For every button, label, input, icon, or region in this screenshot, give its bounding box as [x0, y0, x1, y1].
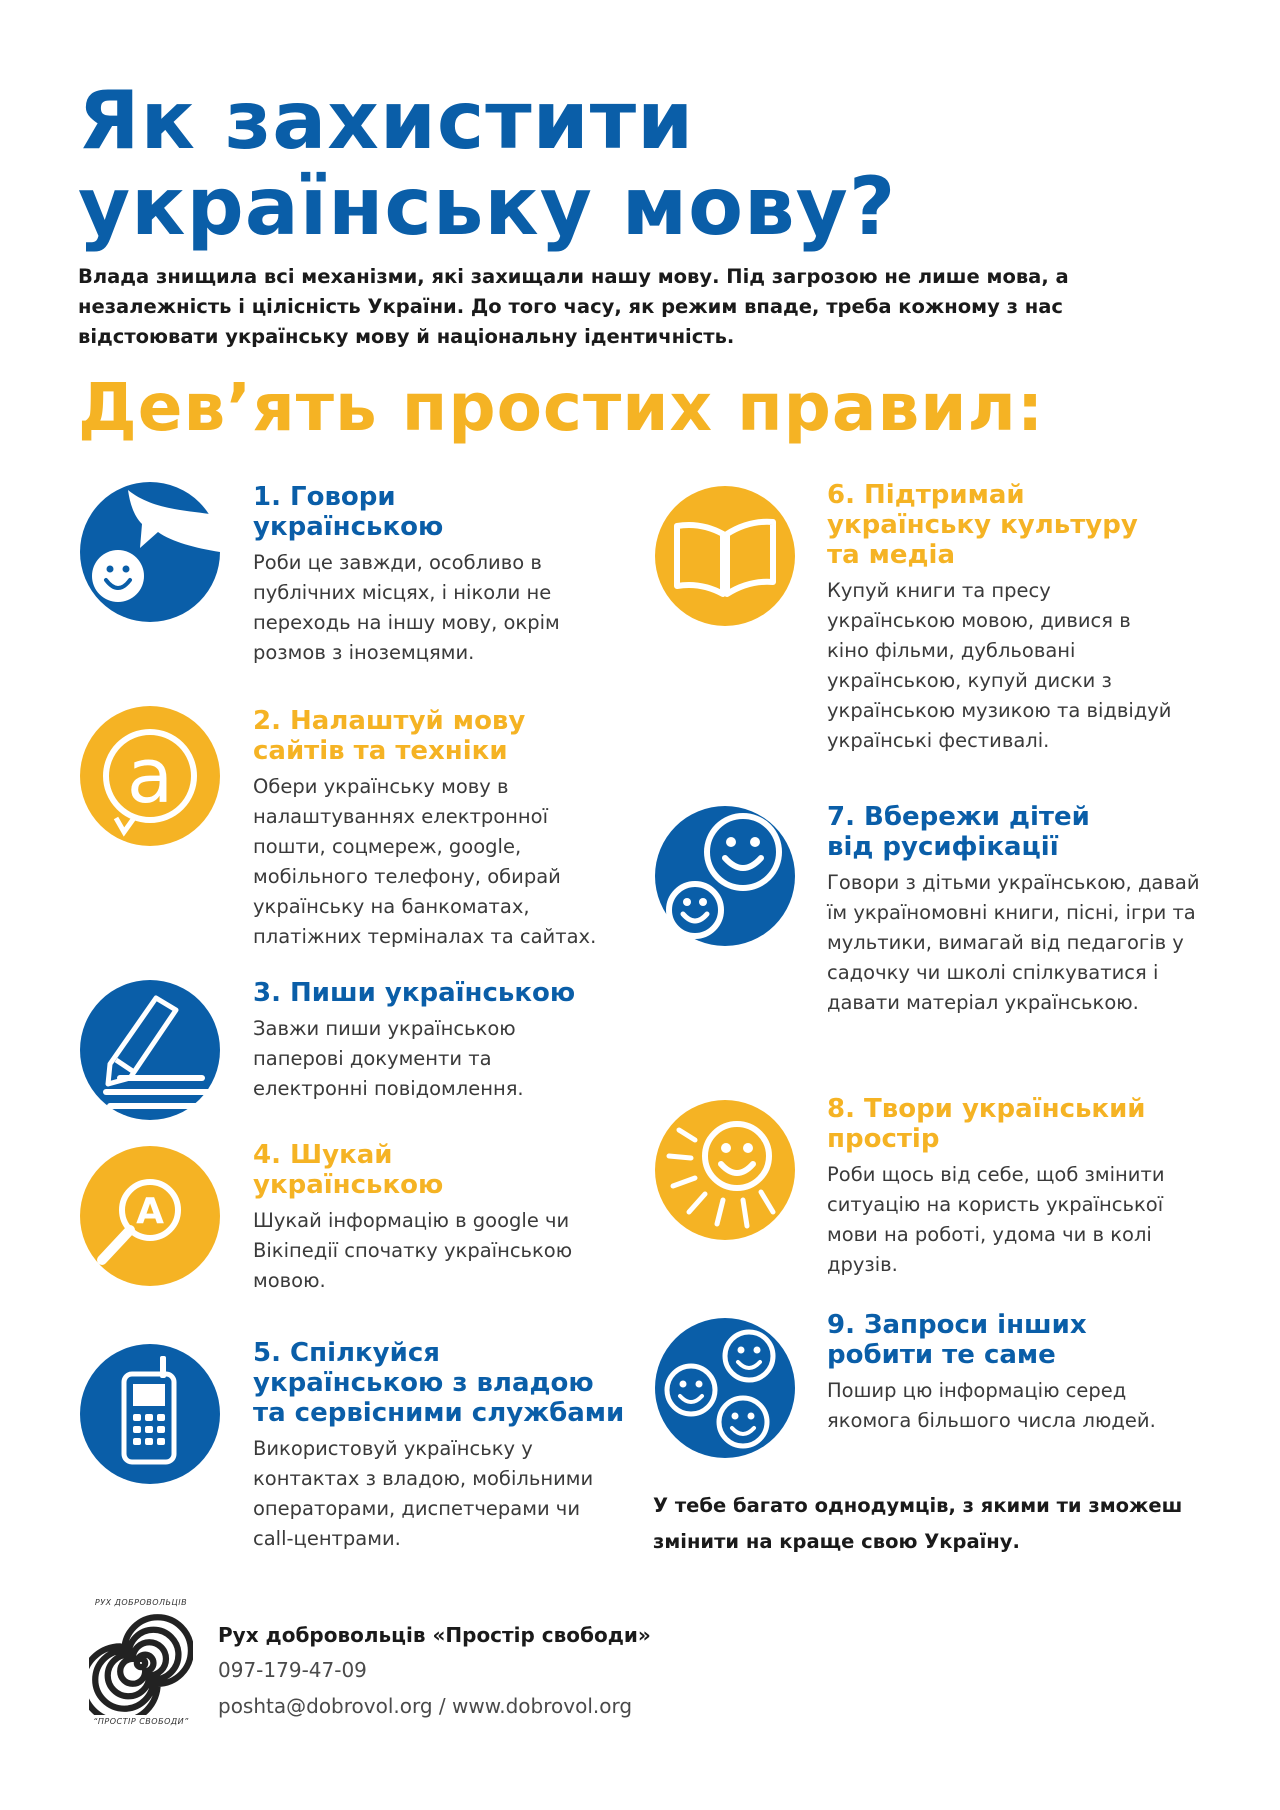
rule-5-title: 5. Спілкуйся українською з владою та сервісними службами: [253, 1338, 625, 1428]
rule-6-text: Купуй книги та пресу українською мовою, дивися в кіно фільми, дубльовані українською, купуй диски з українською музикою та відвідуй українські фестивалі.: [827, 579, 1172, 752]
rule-7-text: Говори з дітьми українською, давай їм україномовні книги, пісні, ігри та мультики, вимагай від педагогів у садочку чи школі спілкуватися і давати матеріал українською.: [827, 871, 1200, 1014]
at-sign-icon: [80, 706, 220, 846]
section-subtitle: Дев’ять простих правил:: [78, 369, 1045, 446]
smiley-speech-bubble-icon: [80, 482, 220, 622]
mobile-phone-icon: [80, 1344, 220, 1484]
rule-1: [253, 482, 633, 668]
rule-1-text: Роби це завжди, особливо в публічних місцях, і ніколи не переходь на іншу мову, окрім розмов з іноземцями.: [253, 551, 560, 664]
rule-3: [253, 978, 633, 1104]
rule-2-title: 2. Налаштуй мову сайтів та техніки: [253, 706, 526, 766]
logo-bottom-text: “ПРОСТІР СВОБОДИ”: [93, 1717, 189, 1726]
page-title: [78, 74, 1228, 253]
rule-1-title: 1. Говори українською: [253, 482, 444, 542]
magnifier-letter-a-icon: [80, 1146, 220, 1286]
rule-2-text: Обери українську мову в налаштуваннях електронної пошти, соцмереж, google, мобільного телефону, обирай українську на банкоматах, платіжних терміналах та сайтах.: [253, 775, 597, 948]
rule-6-title: 6. Підтримай українську культуру та медіа: [827, 480, 1138, 570]
organization-contacts: poshta@dobrovol.org / www.dobrovol.org: [218, 1694, 633, 1718]
pencil-lines-icon: [80, 980, 220, 1120]
sun-smiley-icon: [655, 1100, 795, 1240]
title-line-1: Як захистити: [78, 74, 695, 167]
intro-paragraph: Влада знищила всі механізми, які захищали нашу мову. Під загрозою не лише мова, а незалежність і цілісність України. До того часу, як режим впаде, треба кожному з нас відстоювати українську мову й національну ідентичність.: [78, 265, 1069, 348]
organization-name: Рух добровольців «Простір свободи»: [218, 1623, 651, 1647]
rule-7-title: 7. Вбережи дітей від русифікації: [827, 802, 1090, 862]
rule-6: [827, 480, 1207, 756]
rule-8-text: Роби щось від себе, щоб змінити ситуацію на користь української мови на роботі, удома чи в колі друзів.: [827, 1163, 1165, 1276]
open-book-icon: [655, 486, 795, 626]
svg-text:A: A: [136, 1191, 164, 1232]
rule-8: [827, 1094, 1207, 1280]
organization-phone: 097-179-47-09: [218, 1658, 367, 1682]
rule-4-title: 4. Шукай українською: [253, 1140, 444, 1200]
rule-7: [827, 802, 1207, 1018]
three-smileys-icon: [655, 1318, 795, 1458]
closing-message: У тебе багато однодумців, з якими ти зможеш змінити на краще свою Україну.: [653, 1494, 1183, 1553]
two-smileys-icon: [655, 806, 795, 946]
rule-4-text: Шукай інформацію в google чи Вікіпедії спочатку українською мовою.: [253, 1209, 573, 1292]
rule-4: [253, 1140, 633, 1296]
rule-9: [827, 1310, 1207, 1436]
rule-3-title: 3. Пиши українською: [253, 978, 576, 1008]
svg-text:a: a: [126, 731, 174, 820]
spiral-icon: [89, 1611, 193, 1715]
rule-3-text: Завжи пиши українською паперові документи та електронні повідомлення.: [253, 1017, 524, 1100]
rule-5: [253, 1338, 633, 1554]
title-line-2: українську мову?: [78, 160, 897, 253]
organization-logo: [82, 1598, 200, 1730]
rule-9-text: Пошир цю інформацію серед якомога більшого числа людей.: [827, 1379, 1156, 1432]
logo-top-text: РУХ ДОБРОВОЛЬЦІВ: [94, 1598, 188, 1607]
rule-2: [253, 706, 633, 952]
rule-8-title: 8. Твори український простір: [827, 1094, 1146, 1154]
rule-5-text: Використовуй українську у контактах з владою, мобільними операторами, диспетчерами чи call-центрами.: [253, 1437, 594, 1550]
rule-9-title: 9. Запроси інших робити те саме: [827, 1310, 1087, 1370]
